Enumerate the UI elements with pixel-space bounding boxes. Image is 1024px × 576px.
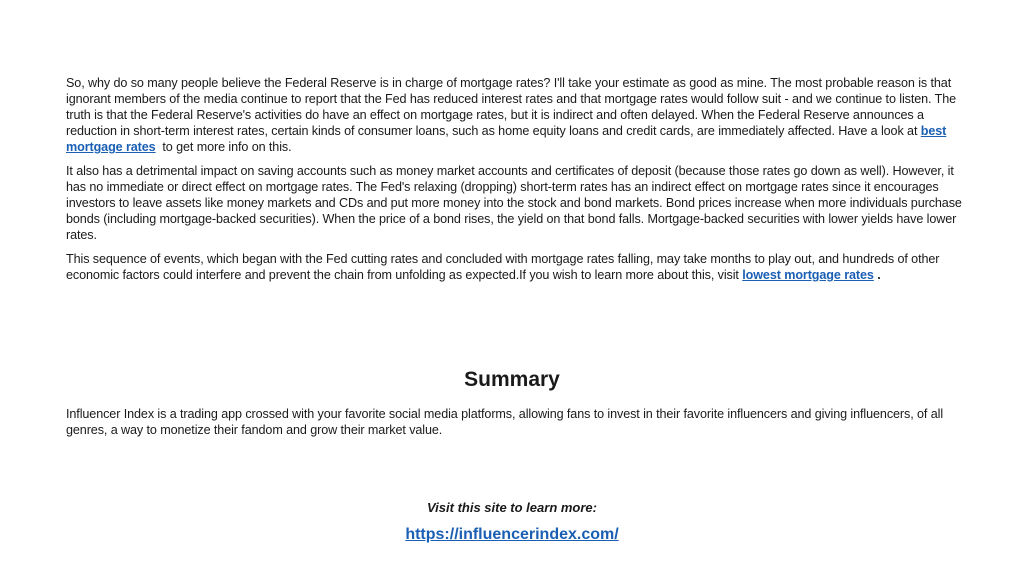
summary-heading: Summary	[464, 368, 560, 391]
article-body	[66, 75, 966, 291]
paragraph-2	[66, 163, 966, 243]
paragraph-1	[66, 75, 966, 155]
paragraph-3-text: This sequence of events, which began with the Fed cutting rates and concluded with mortgage rates falling, may take months to play out, and hundreds of other economic factors could interfere and prevent the chain from unfolding as expected.If you wish to learn more about this, visit	[66, 252, 940, 282]
site-link-line	[0, 526, 1024, 544]
paragraph-2-text: It also has a detrimental impact on saving accounts such as money market accounts and certificates of deposit (because those rates go down as well). However, it has no immediate or direct effect on mortgage rates. The Fed's relaxing (dropping) short-term rates has an indirect effect on mortgage rates since it encourages investors to leave assets like money markets and CDs and put more money into the stock and bond markets. Bond prices increase when more individuals purchase bonds (including mortgage-backed securities). When the price of a bond rises, the yield on that bond falls. Mortgage-backed securities with lower yields have lower rates.	[66, 164, 962, 242]
influencer-index-link[interactable]: https://influencerindex.com/	[405, 526, 619, 543]
paragraph-3	[66, 251, 966, 283]
visit-label: Visit this site to learn more:	[426, 500, 597, 515]
summary-text: Influencer Index is a trading app crossed with your favorite social media platforms, allowing fans to invest in their favorite influencers and giving influencers, of all genres, a way to monetize their fandom and grow their market value.	[66, 407, 944, 437]
best-mortgage-rates-link[interactable]: best mortgage rates	[66, 124, 947, 154]
paragraph-3-after: .	[873, 268, 881, 282]
lowest-mortgage-rates-link[interactable]: lowest mortgage rates	[742, 268, 874, 282]
paragraph-1-text: So, why do so many people believe the Federal Reserve is in charge of mortgage rates? I'll take your estimate as good as mine. The most probable reason is that ignorant members of the media continue to report that the Fed has reduced interest rates and that mortgage rates would follow suit - and we continue to listen. The truth is that the Federal Reserve's activities do have an effect on mortgage rates, but it is indirect and often delayed. When the Federal Reserve announces a reduction in short-term interest rates, certain kinds of consumer loans, such as home equity loans and credit cards, are immediately affected. Have a look at	[66, 76, 957, 138]
paragraph-1-after: to get more info on this.	[155, 140, 292, 154]
